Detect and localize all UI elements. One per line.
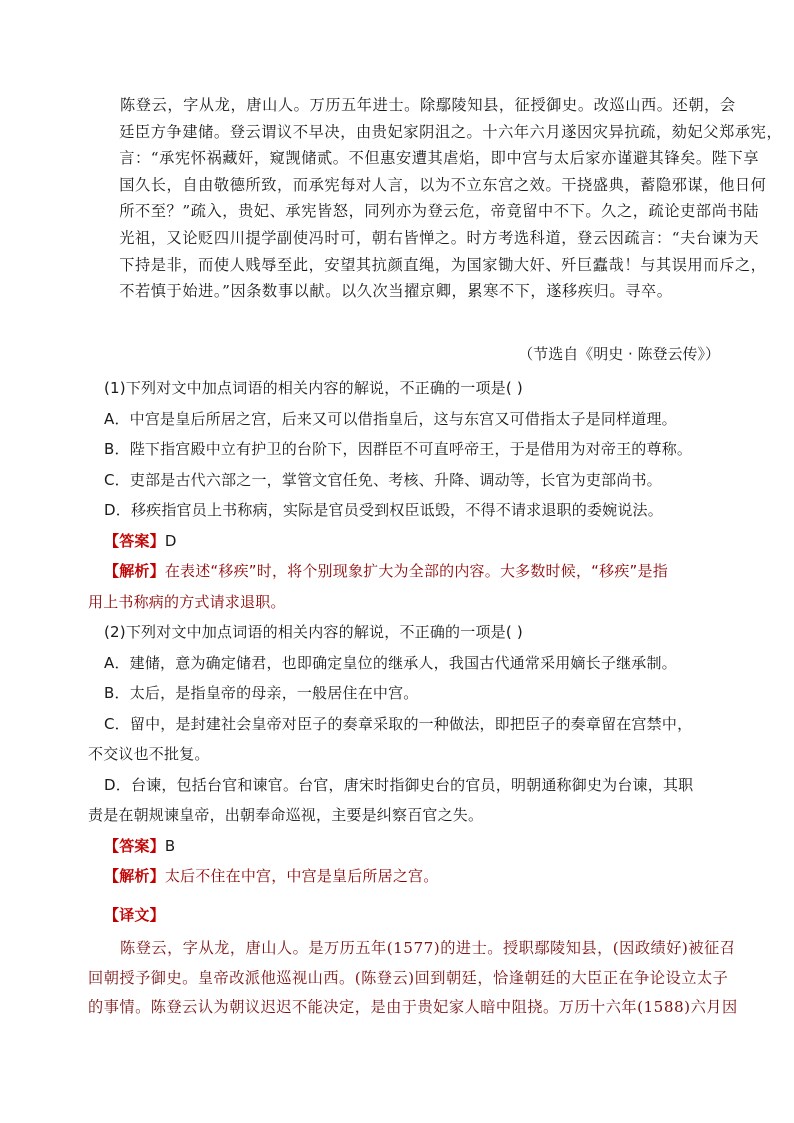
answer-value: D: [164, 531, 177, 550]
explain-text: 在表述“移疾”时，将个别现象扩大为全部的内容。大多数时候，“移疾”是指: [164, 562, 668, 580]
option-b: B．太后，是指皇帝的母亲，一般居住在中宫。: [104, 684, 419, 702]
answer-value: B: [164, 836, 176, 855]
option-a: A．建储，意为确定储君，也即确定皇位的继承人，我国古代通常采用嫡长子继承制。: [104, 653, 677, 672]
translation-text: [88, 934, 738, 1023]
explain-row: [104, 861, 720, 892]
translation-line: 陈登云，字从龙，唐山人。是万历五年(1577)的进士。授职鄢陵知县，(因政绩好)被征召: [120, 939, 736, 957]
question-stem: (2)下列对文中加点词语的相关内容的解说，不正确的一项是( ): [104, 623, 523, 641]
passage-line: 陈登云，字从龙，唐山人。万历五年进士。除鄢陵知县，征授御史。改巡山西。还朝，会: [120, 96, 736, 114]
answer-row: [104, 831, 720, 862]
answer-tag: 【答案】: [104, 836, 165, 855]
passage-line: 光祖，又论贬四川提学副使冯时可，朝右皆惮之。时方考选科道，登云因疏言：“夫台谏为天: [119, 228, 760, 247]
option-d: D．移疾指官员上书称病，实际是官员受到权臣诋毁，不得不请求退职的委婉说法。: [104, 501, 663, 519]
passage-source: （节选自《明史 · 陈登云传》）: [518, 345, 720, 363]
translation-tag: 【译文】: [104, 906, 165, 924]
option-c: C．留中，是封建社会皇帝对臣子的奏章采取的一种做法，即把臣子的奏章留在宫禁中，: [104, 714, 693, 733]
passage-line: 不若慎于始进。”因条数事以献。以久次当擢京卿，累寒不下，遂移疾归。寻卒。: [119, 282, 673, 301]
explain-text-cont: 用上书称病的方式请求退职。: [88, 592, 286, 611]
passage-line: 下持是非，而使人贱辱至此，安望其抗颜直绳，为国家锄大奸、歼巨蠹哉！与其误用而斥之，: [119, 255, 767, 274]
passage-line: 廷臣方争建储。登云谓议不早决，由贵妃家阴沮之。十六年六月遂因灾异抗疏，劾妃父郑承宪，: [119, 122, 783, 141]
passage-line: 言：“承宪怀祸藏奸，窥觊储贰。不但惠安遭其虐焰，即中宫与太后家亦谨避其锋矣。陛下享: [119, 149, 760, 168]
question-2: [88, 617, 720, 892]
explain-row: [104, 556, 720, 587]
translation-heading-row: [104, 900, 720, 931]
explain-tag: 【解析】: [104, 867, 165, 885]
question-1: [88, 373, 720, 617]
answer-row: [104, 526, 720, 557]
option-c: C．吏部是古代六部之一，掌管文官任免、考核、升降、调动等，长官为吏部尚书。: [104, 470, 662, 489]
answer-tag: 【答案】: [104, 531, 165, 550]
translation-line: 回朝授予御史。皇帝改派他巡视山西。(陈登云)回到朝廷，恰逢朝廷的大臣正在争论设立太子: [88, 968, 729, 987]
translation-line: 的事情。陈登云认为朝议迟迟不能决定，是由于贵妃家人暗中阻挠。万历十六年(1588)六月因: [88, 998, 738, 1016]
option-c-cont: 不交议也不批复。: [88, 745, 210, 763]
classical-passage: [104, 92, 783, 305]
option-d: D．台谏，包括台官和谏官。台官，唐宋时指御史台的官员，明朝通称御史为台谏，其职: [104, 775, 694, 794]
question-stem: (1)下列对文中加点词语的相关内容的解说，不正确的一项是( ): [104, 379, 523, 397]
option-b: B．陛下指宫殿中立有护卫的台阶下，因群臣不可直呼帝王，于是借用为对帝王的尊称。: [104, 440, 693, 458]
passage-line: 所不至？”疏入，贵妃、承宪皆怒，同列亦为登云危，帝竟留中不下。久之，疏论吏部尚书陆: [119, 202, 760, 221]
explain-tag: 【解析】: [104, 562, 165, 580]
option-d-cont: 责是在朝规谏皇帝，出朝奉命巡视，主要是纠察百官之失。: [88, 806, 484, 824]
passage-line: 国久长，自由敬德所致，而承宪每对人言，以为不立东宫之效。干挠盛典，蓄隐邪谋，他日何: [119, 175, 767, 194]
option-a: A．中宫是皇后所居之宫，后来又可以借指皇后，这与东宫又可借指太子是同样道理。: [104, 409, 677, 428]
explain-text: 太后不住在中宫，中宫是皇后所居之宫。: [164, 867, 439, 885]
